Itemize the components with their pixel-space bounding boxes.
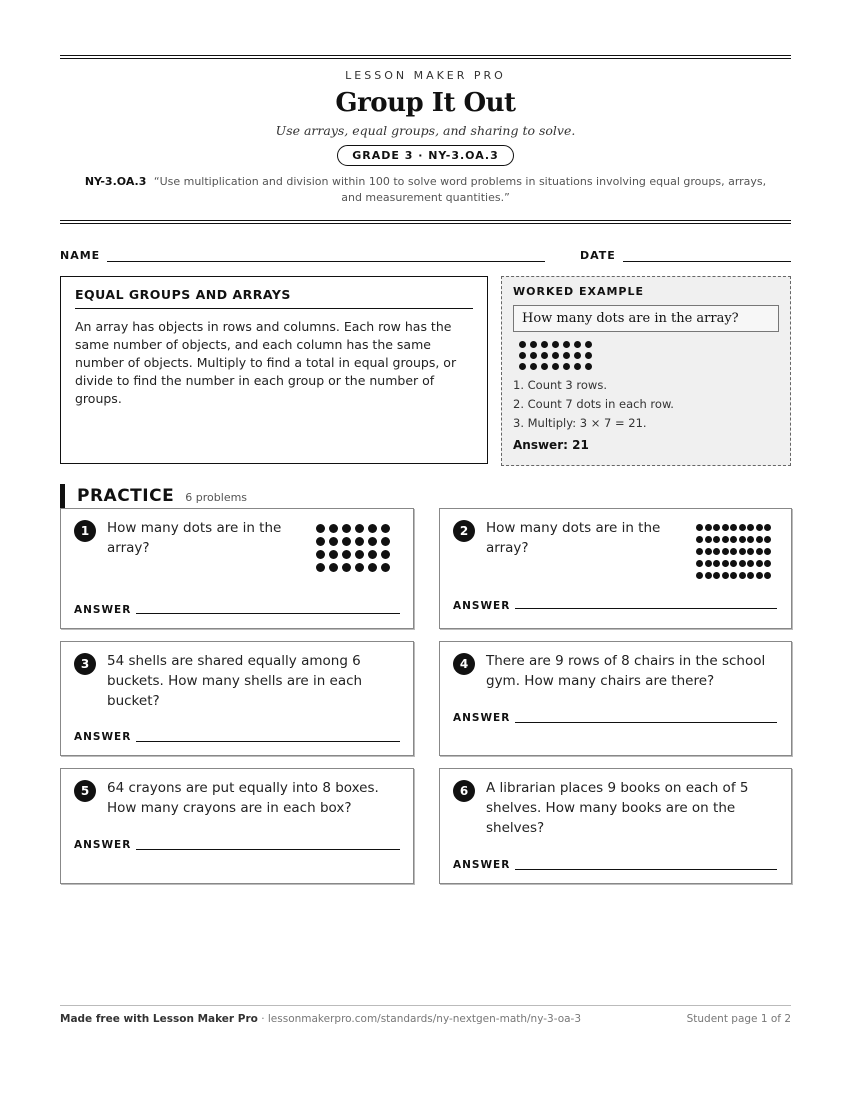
answer-field-1[interactable] xyxy=(136,613,400,614)
array-dot xyxy=(764,560,771,567)
concept-box xyxy=(60,276,488,464)
problem-card-4 xyxy=(439,641,792,756)
array-dot xyxy=(552,352,559,359)
array-dot xyxy=(552,341,559,348)
array-dot xyxy=(739,548,746,555)
standard-description xyxy=(80,174,771,206)
array-dot xyxy=(756,524,763,531)
problem-card-5 xyxy=(60,768,414,884)
array-dot xyxy=(756,572,763,579)
footer-url[interactable]: · lessonmakerpro.com/standards/ny-nextgen-math/ny-3-oa-3 xyxy=(257,1013,582,1025)
worked-example-box xyxy=(501,276,791,466)
page-footer xyxy=(60,1005,791,1025)
array-dot xyxy=(342,524,351,533)
footer-page-number: Student page 1 of 2 xyxy=(686,1013,791,1025)
header-rule-top xyxy=(60,55,791,59)
array-dot xyxy=(739,536,746,543)
array-dot xyxy=(342,563,351,572)
array-dot xyxy=(722,560,729,567)
array-dot xyxy=(530,341,537,348)
array-dot xyxy=(342,537,351,546)
worked-example-title: WORKED EXAMPLE xyxy=(513,285,644,298)
array-dot xyxy=(696,536,703,543)
worked-example-answer: Answer: 21 xyxy=(513,438,589,452)
array-dot xyxy=(355,524,364,533)
grade-badge: GRADE 3 · NY-3.OA.3 xyxy=(337,145,514,166)
array-dot xyxy=(381,537,390,546)
practice-title: PRACTICE xyxy=(77,486,175,506)
problem-question: 54 shells are shared equally among 6 buckets. How many shells are in each bucket? xyxy=(107,653,363,709)
array-dot xyxy=(730,560,737,567)
array-dot xyxy=(355,550,364,559)
array-dot xyxy=(541,341,548,348)
problem-number: 1 xyxy=(74,520,96,542)
array-dot xyxy=(730,524,737,531)
array-dot xyxy=(747,572,754,579)
date-label: DATE xyxy=(580,249,616,262)
array-dot xyxy=(747,524,754,531)
worked-example-step: 2. Count 7 dots in each row. xyxy=(513,397,674,411)
standard-text: “Use multiplication and division within 100 to solve word problems in situations involving equal groups, arrays, and measurement quantities.” xyxy=(153,175,767,204)
answer-label: ANSWER xyxy=(453,600,511,612)
standard-code: NY-3.OA.3 xyxy=(84,175,147,188)
array-dot xyxy=(519,363,526,370)
array-dot xyxy=(696,560,703,567)
answer-field-2[interactable] xyxy=(515,608,777,609)
array-dot xyxy=(316,563,325,572)
array-dot xyxy=(764,548,771,555)
problem-number: 3 xyxy=(74,653,96,675)
answer-field-6[interactable] xyxy=(515,869,777,870)
problem-question: There are 9 rows of 8 chairs in the school gym. How many chairs are there? xyxy=(486,653,766,689)
answer-field-5[interactable] xyxy=(136,849,400,850)
worked-example-step: 3. Multiply: 3 × 7 = 21. xyxy=(513,416,647,430)
array-dot xyxy=(563,341,570,348)
array-dot xyxy=(705,560,712,567)
array-dot xyxy=(696,524,703,531)
array-dot xyxy=(329,563,338,572)
answer-label: ANSWER xyxy=(74,839,132,851)
array-dot xyxy=(368,537,377,546)
practice-count: 6 problems xyxy=(185,491,248,504)
array-dot xyxy=(756,536,763,543)
array-dot xyxy=(368,550,377,559)
array-dot xyxy=(756,560,763,567)
array-dot xyxy=(316,524,325,533)
array-dot xyxy=(722,548,729,555)
array-dot xyxy=(705,572,712,579)
array-dot xyxy=(739,572,746,579)
footer-made-with: Made free with Lesson Maker Pro xyxy=(60,1013,258,1025)
answer-label: ANSWER xyxy=(74,731,132,743)
array-dot xyxy=(585,352,592,359)
intro-section xyxy=(60,276,791,476)
problem-card-3 xyxy=(60,641,414,756)
worksheet-page xyxy=(60,55,791,508)
array-dot xyxy=(329,550,338,559)
problem-question: 64 crayons are put equally into 8 boxes. How many crayons are in each box? xyxy=(107,780,379,816)
array-dot xyxy=(329,537,338,546)
practice-header xyxy=(60,484,791,508)
array-dot xyxy=(696,572,703,579)
array-dot xyxy=(764,536,771,543)
array-dot xyxy=(563,352,570,359)
answer-field-4[interactable] xyxy=(515,722,777,723)
array-dot xyxy=(713,560,720,567)
problem-question: A librarian places 9 books on each of 5 shelves. How many books are on the shelves? xyxy=(486,780,749,836)
array-dot xyxy=(342,550,351,559)
array-dot xyxy=(530,363,537,370)
problem-number: 2 xyxy=(453,520,475,542)
name-date-row xyxy=(60,246,791,270)
array-dot xyxy=(756,548,763,555)
array-dot xyxy=(381,563,390,572)
array-dot xyxy=(368,563,377,572)
answer-label: ANSWER xyxy=(453,859,511,871)
problem-question: How many dots are in the array? xyxy=(486,520,661,556)
problem-question: How many dots are in the array? xyxy=(107,520,282,556)
array-dot xyxy=(730,536,737,543)
name-label: NAME xyxy=(60,249,101,262)
worked-example-steps xyxy=(513,376,779,433)
array-dot xyxy=(574,341,581,348)
array-dot xyxy=(574,363,581,370)
array-dot xyxy=(722,536,729,543)
brand-label: LESSON MAKER PRO xyxy=(345,69,506,82)
array-dot xyxy=(552,363,559,370)
array-dot xyxy=(355,537,364,546)
array-dot xyxy=(519,341,526,348)
array-dot xyxy=(722,524,729,531)
worked-example-dot-array xyxy=(519,341,779,370)
array-dot xyxy=(713,524,720,531)
array-dot xyxy=(585,363,592,370)
page-subtitle: Use arrays, equal groups, and sharing to solve. xyxy=(275,123,576,138)
array-dot xyxy=(730,572,737,579)
array-dot xyxy=(530,352,537,359)
array-dot xyxy=(696,548,703,555)
array-dot xyxy=(705,548,712,555)
answer-label: ANSWER xyxy=(453,712,511,724)
array-dot xyxy=(585,341,592,348)
array-dot xyxy=(355,563,364,572)
array-dot xyxy=(368,524,377,533)
array-dot xyxy=(316,550,325,559)
date-field[interactable] xyxy=(623,261,791,262)
name-field[interactable] xyxy=(107,261,545,262)
array-dot xyxy=(329,524,338,533)
array-dot xyxy=(705,524,712,531)
array-dot xyxy=(541,352,548,359)
array-dot xyxy=(739,560,746,567)
problem-card-6 xyxy=(439,768,792,884)
array-dot xyxy=(747,560,754,567)
array-dot xyxy=(739,524,746,531)
concept-body: An array has objects in rows and columns. Each row has the same number of objects, and each column has the same number of objects. Multiply to find a total in equal groups, or divide to find the number in each group or the number of groups. xyxy=(75,319,457,406)
page-title: Group It Out xyxy=(335,88,516,118)
problem-dot-array xyxy=(316,524,390,572)
array-dot xyxy=(747,536,754,543)
answer-field-3[interactable] xyxy=(136,741,400,742)
worked-example-question: How many dots are in the array? xyxy=(513,305,779,332)
array-dot xyxy=(381,524,390,533)
array-dot xyxy=(730,548,737,555)
worked-example-step: 1. Count 3 rows. xyxy=(513,378,607,392)
array-dot xyxy=(713,572,720,579)
problem-dot-array xyxy=(696,524,771,579)
array-dot xyxy=(713,548,720,555)
problem-number: 6 xyxy=(453,780,475,802)
array-dot xyxy=(705,536,712,543)
array-dot xyxy=(574,352,581,359)
array-dot xyxy=(563,363,570,370)
array-dot xyxy=(713,536,720,543)
problem-card-2 xyxy=(439,508,792,629)
array-dot xyxy=(764,524,771,531)
array-dot xyxy=(541,363,548,370)
answer-label: ANSWER xyxy=(74,604,132,616)
header-rule-bottom xyxy=(60,220,791,224)
problem-number: 5 xyxy=(74,780,96,802)
array-dot xyxy=(722,572,729,579)
array-dot xyxy=(316,537,325,546)
array-dot xyxy=(381,550,390,559)
problem-number: 4 xyxy=(453,653,475,675)
problem-card-1 xyxy=(60,508,414,629)
array-dot xyxy=(519,352,526,359)
concept-title: EQUAL GROUPS AND ARRAYS xyxy=(75,287,473,309)
array-dot xyxy=(747,548,754,555)
array-dot xyxy=(764,572,771,579)
